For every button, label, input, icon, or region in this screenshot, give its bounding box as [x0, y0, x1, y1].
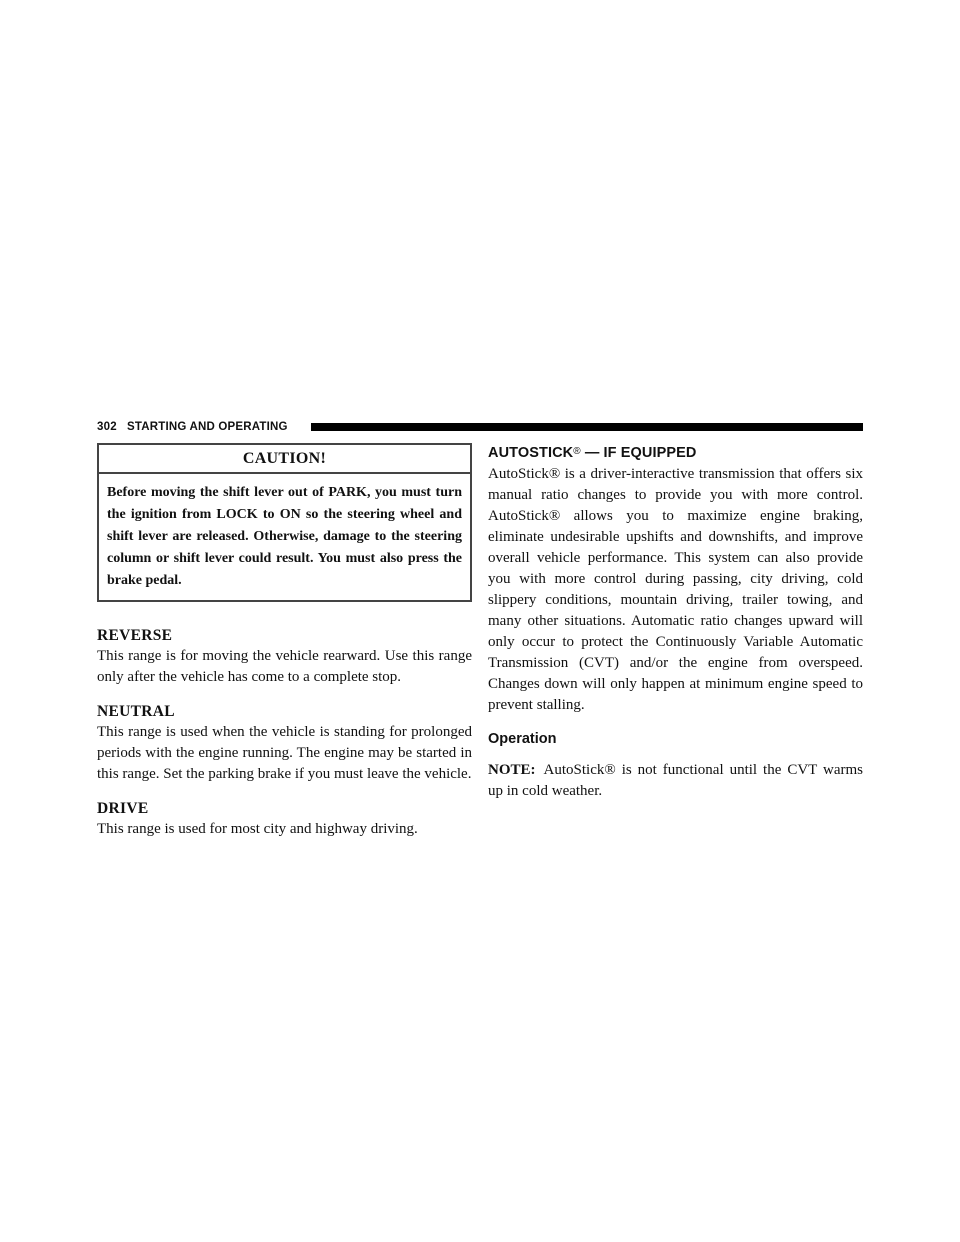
- autostick-heading-main: AUTOSTICK: [488, 445, 574, 461]
- neutral-heading: NEUTRAL: [97, 703, 175, 720]
- neutral-text: This range is used when the vehicle is standing for prolonged periods with the engine running. The engine may be started in this range. Set the parking brake if you must leave the vehicle.: [97, 724, 472, 782]
- header-rule: [311, 423, 863, 431]
- page-number: 302: [97, 421, 117, 433]
- header-label: [97, 420, 288, 434]
- autostick-heading-suffix: — IF EQUIPPED: [580, 445, 697, 461]
- drive-text: This range is used for most city and highway driving.: [97, 821, 418, 837]
- caution-text: Before moving the shift lever out of PARK, you must turn the ignition from LOCK to ON so the steering wheel and shift lever are released. Otherwise, damage to the steering column or shift lever could result. You must also press the brake pedal.: [107, 485, 462, 588]
- drive-heading: DRIVE: [97, 800, 149, 817]
- note-label: NOTE:: [488, 762, 536, 778]
- autostick-text: AutoStick® is a driver-interactive transmission that offers six manual ratio changes to provide you with more control. AutoStick® allows you to maximize engine braking, eliminate undesirable upshifts and downshifts, and improve overall vehicle performance. This system can also provide you with more control during passing, city driving, cold slippery conditions, mountain driving, trailer towing, and many other situations. Automatic ratio changes upward will only occur to protect the Continuously Variable Automatic Transmission (CVT) and/or the engine from overspeed. Changes down will only happen at minimum engine speed to prevent stalling.: [488, 466, 863, 713]
- note-text: AutoStick® is not functional until the CVT warms up in cold weather.: [488, 762, 863, 799]
- reverse-text: This range is for moving the vehicle rearward. Use this range only after the vehicle has come to a complete stop.: [97, 648, 472, 685]
- operation-heading: Operation: [488, 731, 557, 747]
- operation-note: [488, 760, 863, 802]
- left-column: [97, 443, 472, 840]
- registered-mark: ®: [573, 446, 581, 457]
- caution-title: CAUTION!: [99, 445, 470, 474]
- reverse-heading: REVERSE: [97, 627, 173, 644]
- caution-box: [97, 443, 472, 602]
- page-header: [97, 420, 863, 434]
- right-column: [488, 443, 863, 802]
- section-title: STARTING AND OPERATING: [126, 421, 288, 433]
- autostick-heading: [488, 444, 863, 461]
